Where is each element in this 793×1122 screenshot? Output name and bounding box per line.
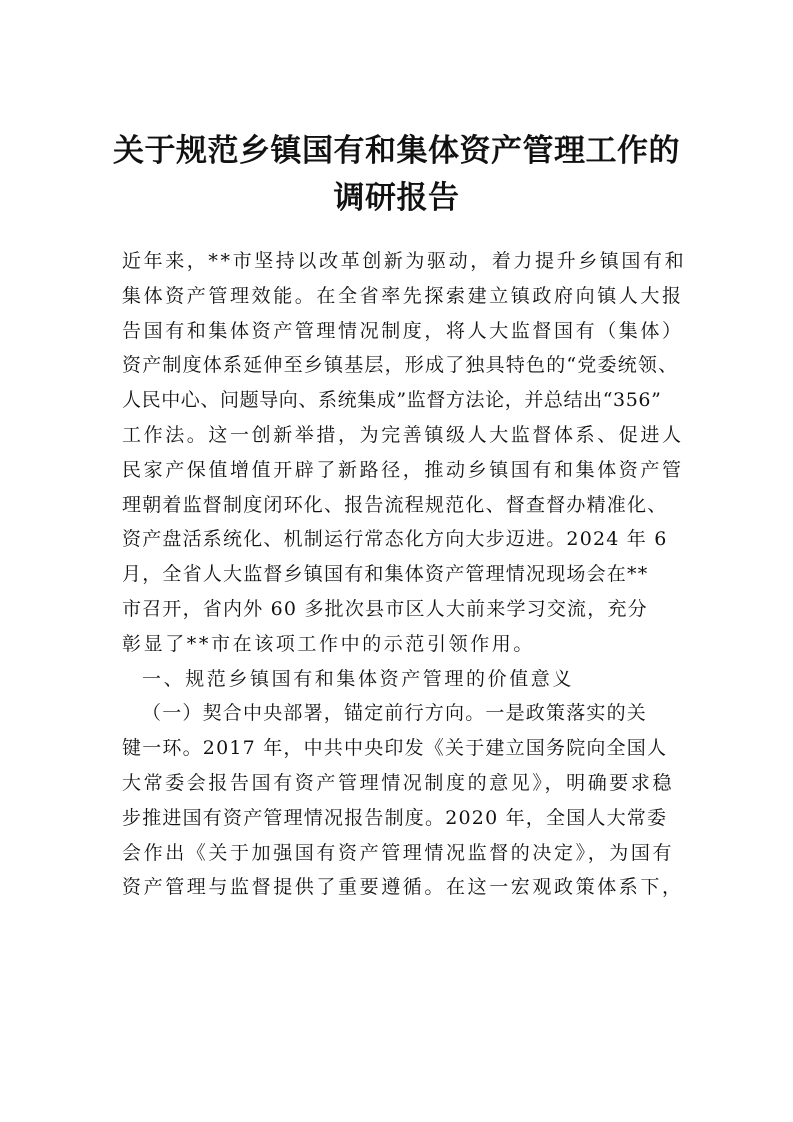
body-line: 人民中心、问题导向、系统集成”监督方法论，并总结出“356” [122, 389, 662, 412]
body-line: 键一环。2017 年，中共中央印发《关于建立国务院向全国人 [122, 737, 668, 760]
body-line: 工作法。这一创新举措，为完善镇级人大监督体系、促进人 [122, 423, 684, 446]
body-line: （一）契合中央部署，锚定前行方向。一是政策落实的关 [142, 702, 648, 725]
body-line: 彰显了**市在该项工作中的示范引领作用。 [122, 632, 536, 655]
section-heading: 一、规范乡镇国有和集体资产管理的价值意义 [142, 667, 575, 690]
body-line: 资产盘活系统化、机制运行常态化方向大步迈进。2024 年 6 [122, 528, 668, 551]
body-line: 资产制度体系延伸至乡镇基层，形成了独具特色的“党委统领、 [122, 354, 679, 377]
body-line: 民家产保值增值开辟了新路径，推动乡镇国有和集体资产管 [122, 458, 684, 481]
body-line: 步推进国有资产管理情况报告制度。2020 年，全国人大常委 [122, 806, 668, 829]
body-line: 月，全省人大监督乡镇国有和集体资产管理情况现场会在** [122, 563, 649, 586]
document-title-line-1: 关于规范乡镇国有和集体资产管理工作的 [113, 133, 680, 169]
body-line: 近年来，**市坚持以改革创新为驱动，着力提升乡镇国有和 [122, 250, 687, 272]
body-line: 告国有和集体资产管理情况制度，将人大监督国有（集体） [122, 319, 684, 342]
body-line: 集体资产管理效能。在全省率先探索建立镇政府向镇人大报 [122, 284, 684, 307]
document-title-line-2: 调研报告 [333, 180, 460, 216]
body-line: 理朝着监督制度闭环化、报告流程规范化、督查督办精准化、 [122, 493, 668, 516]
body-line: 会作出《关于加强国有资产管理情况监督的决定》，为国有 [122, 841, 675, 864]
body-line: 大常委会报告国有资产管理情况制度的意见》，明确要求稳 [122, 771, 675, 794]
document-body [122, 246, 687, 907]
body-line: 市召开，省内外 60 多批次县市区人大前来学习交流，充分 [122, 597, 648, 620]
body-line: 资产管理与监督提供了重要遵循。在这一宏观政策体系下， [122, 876, 684, 899]
